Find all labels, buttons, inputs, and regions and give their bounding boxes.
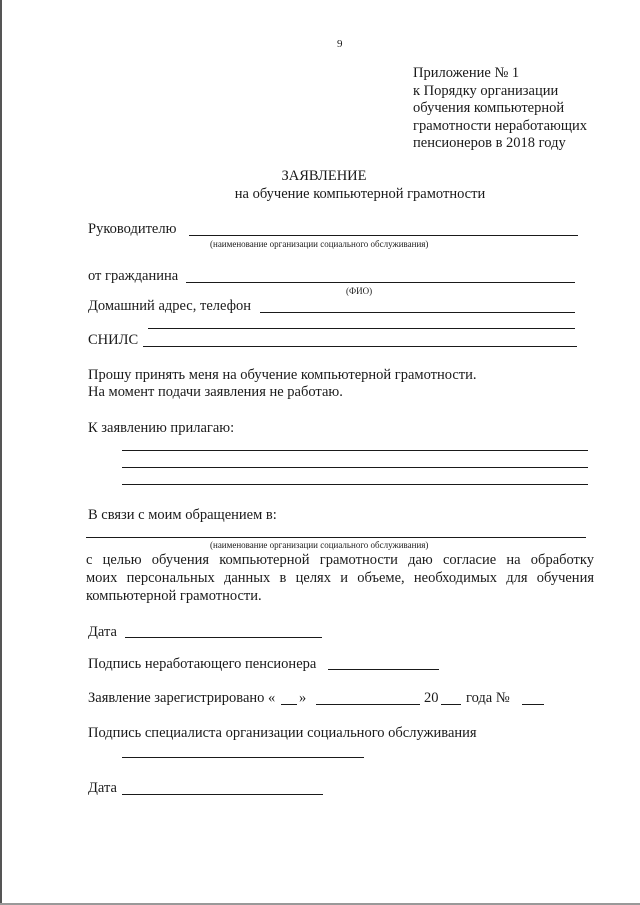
address-field-line[interactable] <box>260 312 575 313</box>
consent-text-line-1: с целью обучения компьютерной грамотности даю согласие на обработку <box>86 552 594 568</box>
registration-number-line[interactable] <box>522 704 544 705</box>
citizen-field-hint: (ФИО) <box>346 286 373 296</box>
address-label: Домашний адрес, телефон <box>88 298 252 314</box>
registration-year-line[interactable] <box>441 704 461 705</box>
consent-text-line-2: моих персональных данных в целях и объеме, необходимых для обучения <box>86 570 594 586</box>
date2-field-line[interactable] <box>122 794 323 795</box>
citizen-label: от гражданина <box>88 268 179 284</box>
attach-label: К заявлению прилагаю: <box>88 420 235 436</box>
citizen-field-line[interactable] <box>186 282 575 283</box>
registration-day-line[interactable] <box>281 704 297 705</box>
date-field-line[interactable] <box>125 637 322 638</box>
registration-number-label: года № <box>466 690 510 706</box>
snils-label: СНИЛС <box>88 332 139 348</box>
appendix-line-1: Приложение № 1 <box>413 65 520 81</box>
pensioner-sign-label: Подпись неработающего пенсионера <box>88 656 317 672</box>
head-field-line[interactable] <box>189 235 578 236</box>
appendix-line-2: к Порядку организации <box>413 83 559 99</box>
request-line-2: На момент подачи заявления не работаю. <box>88 384 343 400</box>
appendix-line-3: обучения компьютерной <box>413 100 565 116</box>
consent-intro: В связи с моим обращением в: <box>88 507 277 523</box>
snils-field-line[interactable] <box>143 346 577 347</box>
consent-org-line[interactable] <box>86 537 586 538</box>
date2-label: Дата <box>88 780 117 796</box>
consent-org-hint: (наименование организации социального обслуживания) <box>210 540 429 550</box>
registration-close-quote: » <box>299 690 307 706</box>
consent-text-line-3: компьютерной грамотности. <box>86 588 262 604</box>
attach-line-3[interactable] <box>122 484 588 485</box>
registration-label: Заявление зарегистрировано « <box>88 690 276 706</box>
attach-line-1[interactable] <box>122 450 588 451</box>
specialist-sign-label: Подпись специалиста организации социального обслуживания <box>88 725 477 741</box>
document-title: ЗАЯВЛЕНИЕ <box>281 168 367 184</box>
page-number: 9 <box>337 38 343 50</box>
specialist-sign-line[interactable] <box>122 757 364 758</box>
appendix-line-5: пенсионеров в 2018 году <box>413 135 566 151</box>
scan-left-edge <box>0 0 2 905</box>
head-label: Руководителю <box>88 221 177 237</box>
document-subtitle: на обучение компьютерной грамотности <box>234 186 486 202</box>
pensioner-sign-line[interactable] <box>328 669 439 670</box>
date-label: Дата <box>88 624 117 640</box>
request-line-1: Прошу принять меня на обучение компьютерной грамотности. <box>88 367 477 383</box>
registration-year-prefix: 20 <box>424 690 439 706</box>
attach-line-2[interactable] <box>122 467 588 468</box>
registration-month-line[interactable] <box>316 704 420 705</box>
appendix-line-4: грамотности неработающих <box>413 118 588 134</box>
head-field-hint: (наименование организации социального обслуживания) <box>210 239 429 249</box>
address-field-line-2[interactable] <box>148 328 575 329</box>
